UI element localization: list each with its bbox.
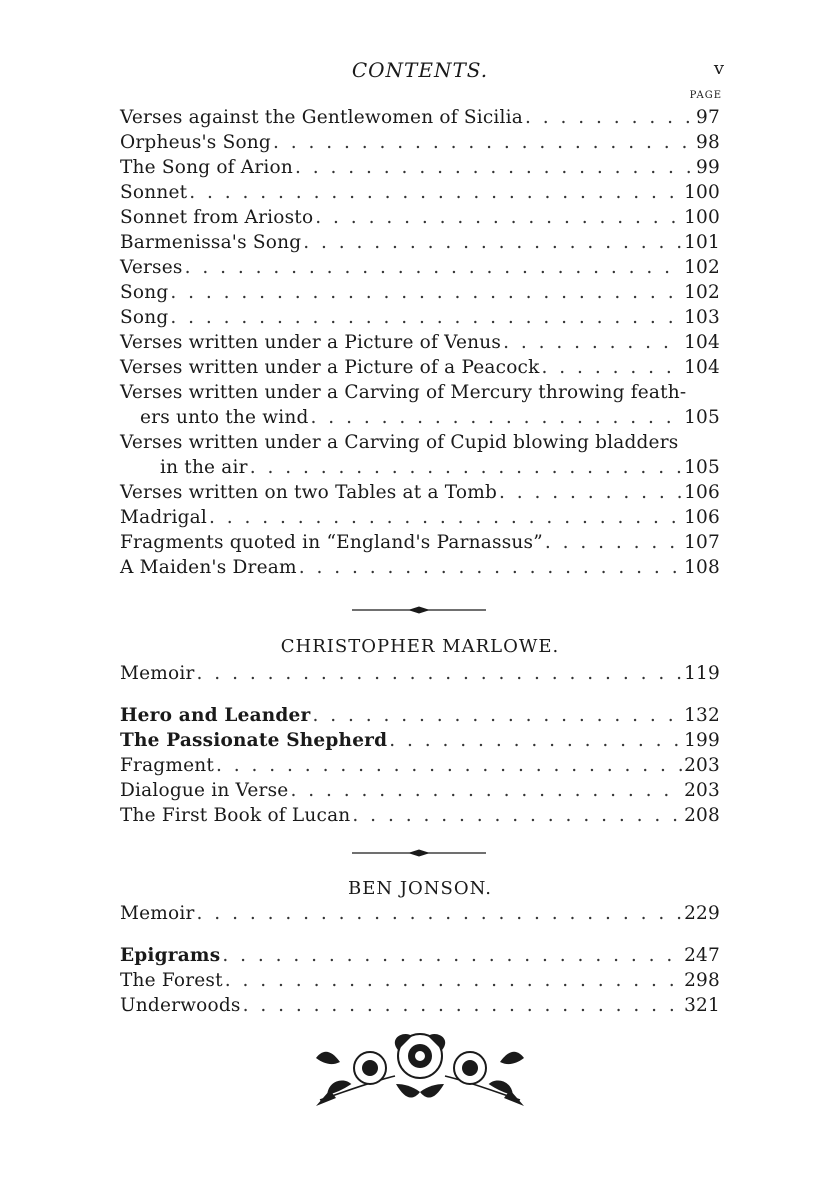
toc-entry-page: 321 <box>684 995 720 1016</box>
toc-entry-title: Sonnet <box>120 182 188 203</box>
toc-entry-title-cont: in the air <box>160 457 248 478</box>
toc-entry[interactable] <box>120 506 720 530</box>
toc-entry-title: Barmenissa's Song <box>120 232 302 253</box>
toc-entry-continuation[interactable] <box>120 406 720 430</box>
toc-entry[interactable] <box>120 994 720 1018</box>
toc-entry-title: Fragment <box>120 755 214 776</box>
toc-entry[interactable] <box>120 754 720 778</box>
section-heading-marlowe: CHRISTOPHER MARLOWE. <box>280 636 560 657</box>
page-column-label: PAGE <box>689 90 722 101</box>
toc-entry[interactable] <box>120 331 720 355</box>
floral-ornament-icon <box>300 1020 540 1110</box>
toc-entry-title: Verses written under a Picture of a Peacock <box>120 357 540 378</box>
toc-entry-title: Dialogue in Verse <box>120 780 289 801</box>
toc-entry[interactable] <box>120 356 720 380</box>
toc-entry-page: 203 <box>684 780 720 801</box>
toc-entry-title: Underwoods <box>120 995 241 1016</box>
toc-entry-title: Sonnet from Ariosto <box>120 207 314 228</box>
toc-entry[interactable] <box>120 281 720 305</box>
toc-entry-title: Verses against the Gentlewomen of Sicilia <box>120 107 523 128</box>
toc-entry[interactable] <box>120 106 720 130</box>
toc-entry-title: Song <box>120 282 169 303</box>
toc-entry[interactable] <box>120 231 720 255</box>
toc-entry-title: Verses written on two Tables at a Tomb <box>120 482 497 503</box>
toc-entry[interactable] <box>120 131 720 155</box>
toc-entry[interactable] <box>120 556 720 580</box>
toc-entry-title: The First Book of Lucan <box>120 805 351 826</box>
toc-entry-page: 132 <box>684 705 720 726</box>
toc-entry[interactable] <box>120 944 720 968</box>
toc-entry-title: The Passionate Shepherd <box>120 730 388 751</box>
toc-entry-page: 101 <box>684 232 720 253</box>
toc-entry[interactable] <box>120 704 720 728</box>
toc-entry[interactable] <box>120 969 720 993</box>
toc-entry[interactable] <box>120 481 720 505</box>
toc-entry[interactable] <box>120 306 720 330</box>
toc-entry-title: Verses written under a Carving of Cupid blowing bladders <box>120 432 679 453</box>
toc-entry[interactable] <box>120 729 720 753</box>
toc-entry[interactable] <box>120 206 720 230</box>
contents-page <box>120 0 724 1191</box>
toc-entry-page: 102 <box>684 257 720 278</box>
toc-entry[interactable] <box>120 779 720 803</box>
page-number: v <box>713 58 724 79</box>
section-divider-icon <box>352 849 486 857</box>
toc-entry-page: 107 <box>684 532 720 553</box>
toc-entry-page: 108 <box>684 557 720 578</box>
section-divider-icon <box>352 606 486 614</box>
toc-entry-memoir[interactable] <box>120 662 720 686</box>
toc-entry-title: A Maiden's Dream <box>120 557 297 578</box>
toc-entry-page: 208 <box>684 805 720 826</box>
toc-entry-page: 104 <box>684 357 720 378</box>
toc-entry-title: Verses <box>120 257 183 278</box>
toc-entry[interactable] <box>120 156 720 180</box>
toc-entry[interactable] <box>120 804 720 828</box>
toc-entry[interactable] <box>120 256 720 280</box>
toc-entry-page: 247 <box>684 945 720 966</box>
toc-entry-title: Orpheus's Song <box>120 132 271 153</box>
toc-entry-first-line[interactable] <box>120 431 720 455</box>
toc-entry-title-cont: ers unto the wind <box>140 407 309 428</box>
toc-entry-page: 100 <box>684 182 720 203</box>
page-title: CONTENTS. <box>351 58 489 82</box>
toc-entry-page: 203 <box>684 755 720 776</box>
toc-entry-page: 298 <box>684 970 720 991</box>
toc-entry[interactable] <box>120 181 720 205</box>
toc-entry-page: 105 <box>684 457 720 478</box>
toc-entry-title: Memoir <box>120 903 195 924</box>
section-heading-jonson: BEN JONSON. <box>348 878 492 899</box>
toc-entry-title: Madrigal <box>120 507 207 528</box>
toc-entry-page: 102 <box>684 282 720 303</box>
toc-entry-title: The Forest <box>120 970 223 991</box>
toc-entry-title: Epigrams <box>120 945 221 966</box>
toc-entry-page: 100 <box>684 207 720 228</box>
toc-entry-page: 103 <box>684 307 720 328</box>
toc-entry-continuation[interactable] <box>120 456 720 480</box>
toc-entry-title: Hero and Leander <box>120 705 311 726</box>
toc-entry-page: 106 <box>684 507 720 528</box>
toc-entry-page: 229 <box>684 903 720 924</box>
toc-entry-title: Verses written under a Carving of Mercury throwing feath- <box>120 382 687 403</box>
toc-entry-first-line[interactable] <box>120 381 720 405</box>
toc-entry-page: 99 <box>696 157 720 178</box>
toc-entry-title: Song <box>120 307 169 328</box>
toc-entry-title: Fragments quoted in “England's Parnassus” <box>120 532 543 553</box>
toc-entry[interactable] <box>120 531 720 555</box>
toc-entry-title: Verses written under a Picture of Venus <box>120 332 502 353</box>
toc-entry-page: 106 <box>684 482 720 503</box>
toc-entry-page: 98 <box>696 132 720 153</box>
toc-entry-title: The Song of Arion <box>120 157 293 178</box>
page-header <box>120 56 724 84</box>
toc-entry-memoir[interactable] <box>120 902 720 926</box>
toc-entry-page: 104 <box>684 332 720 353</box>
toc-entry-page: 105 <box>684 407 720 428</box>
toc-entry-title: Memoir <box>120 663 195 684</box>
toc-entry-page: 199 <box>684 730 720 751</box>
toc-entry-page: 119 <box>684 663 720 684</box>
toc-entry-page: 97 <box>696 107 720 128</box>
